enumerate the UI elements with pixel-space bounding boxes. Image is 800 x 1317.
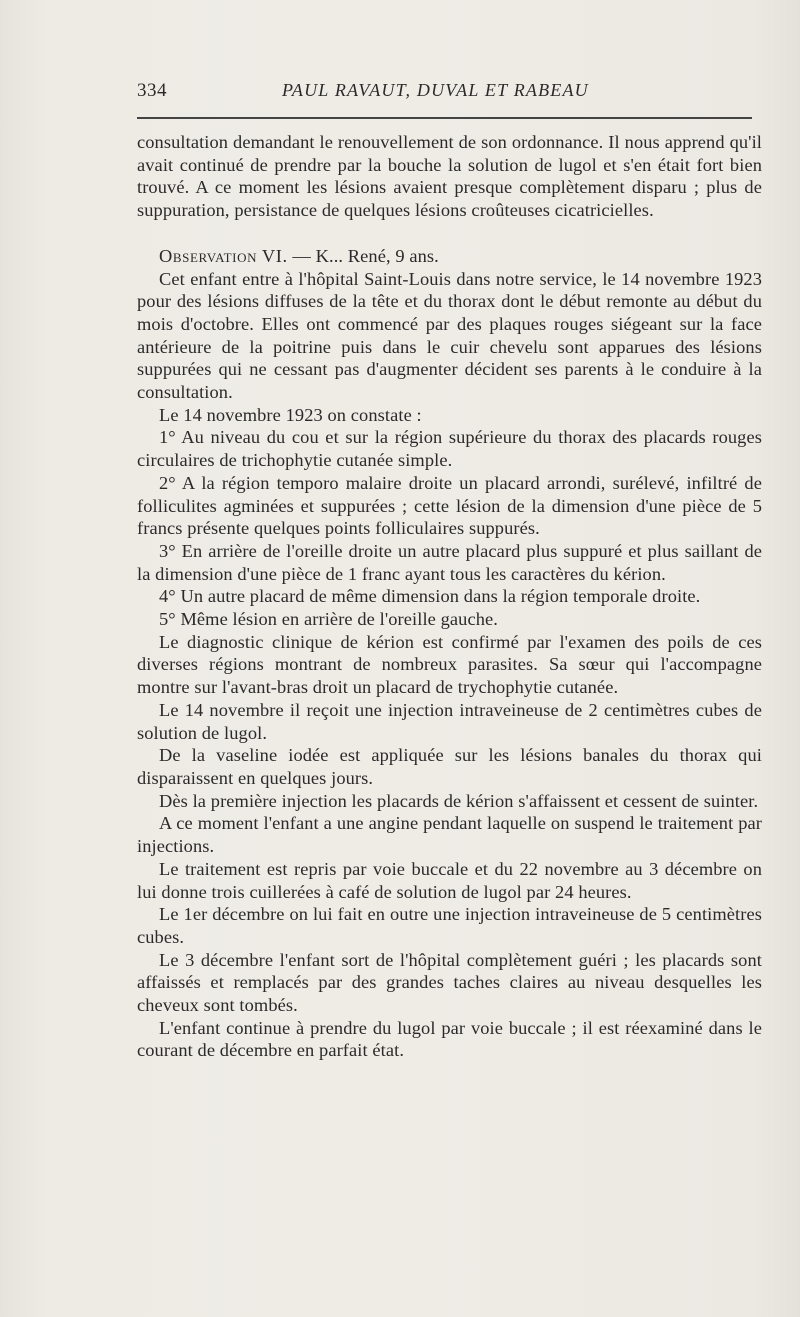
observation-heading — [137, 245, 762, 268]
paragraph: 4° Un autre placard de même dimension dans la région temporale droite. — [159, 586, 701, 607]
paragraph: Le diagnostic clinique de kérion est confirmé par l'examen des poils de ces diverses régions montrant de nombreux parasites. Sa sœur qui l'accompagne montre sur l'avant-bras droit un placard de trychophytie cutanée. — [137, 631, 762, 698]
paragraph: L'enfant continue à prendre du lugol par voie buccale ; il est réexaminé dans le courant de décembre en parfait état. — [137, 1017, 762, 1061]
paragraph: Le 14 novembre 1923 on constate : — [159, 404, 422, 425]
paragraph: Le 3 décembre l'enfant sort de l'hôpital complètement guéri ; les placards sont affaissés et remplacés par des grandes taches claires au niveau desquelles les cheveux sont tombés. — [137, 949, 762, 1016]
paragraph: 3° En arrière de l'oreille droite un autre placard plus suppuré et plus saillant de la dimension d'une pièce de 1 franc ayant tous les caractères du kérion. — [137, 540, 762, 584]
observation-patient: — K... René, 9 ans. — [287, 245, 439, 266]
paragraph: De la vaseline iodée est appliquée sur les lésions banales du thorax qui disparaissent en quelques jours. — [137, 745, 762, 788]
paragraph: Cet enfant entre à l'hôpital Saint-Louis dans notre service, le 14 novembre 1923 pour des lésions diffuses de la tête et du thorax dont le début remonte au début du mois d'octobre. Elles ont commencé par des plaques rouges siégeant sur la face antérieure de la poitrine puis dans le cuir chevelu sont apparues des lésions suppurées qui ne cessant pas d'augmenter décident ses parents à le conduire à la consultation. — [137, 268, 762, 403]
paragraph: 5° Même lésion en arrière de l'oreille gauche. — [159, 609, 498, 630]
paragraph-continuation: consultation demandant le renouvellement de son ordonnance. Il nous apprend qu'il avait continué de prendre par la bouche la solution de lugol et s'en était fort bien trouvé. A ce moment les lésions avaient presque complètement disparu ; plus de suppuration, persistance de quelques lésions croûteuses cicatricielles. — [137, 132, 762, 221]
paragraph: 2° A la région temporo malaire droite un placard arrondi, surélevé, infiltré de folliculites agminées et suppurées ; cette lésion de la dimension d'une pièce de 5 francs présente quelques points folliculaires suppurés. — [137, 472, 762, 539]
running-title: PAUL RAVAUT, DUVAL ET RABEAU — [282, 80, 589, 100]
page-header — [137, 80, 752, 110]
observation-label: Observation VI. — [159, 245, 288, 266]
page-number: 334 — [137, 80, 167, 101]
header-rule — [137, 117, 752, 119]
paragraph: Le traitement est repris par voie buccale et du 22 novembre au 3 décembre on lui donne trois cuillerées à café de solution de lugol par 24 heures. — [137, 858, 762, 902]
paragraph: Le 1er décembre on lui fait en outre une injection intraveineuse de 5 centimètres cubes. — [137, 904, 762, 947]
paragraph: Le 14 novembre il reçoit une injection intraveineuse de 2 centimètres cubes de solution de lugol. — [137, 699, 762, 743]
paragraph: A ce moment l'enfant a une angine pendant laquelle on suspend le traitement par injections. — [137, 813, 762, 857]
paragraph: Dès la première injection les placards de kérion s'affaissent et cessent de suinter. — [159, 790, 759, 811]
paragraph: 1° Au niveau du cou et sur la région supérieure du thorax des placards rouges circulaires de trichophytie cutanée simple. — [137, 427, 762, 471]
page-body — [137, 131, 762, 1062]
